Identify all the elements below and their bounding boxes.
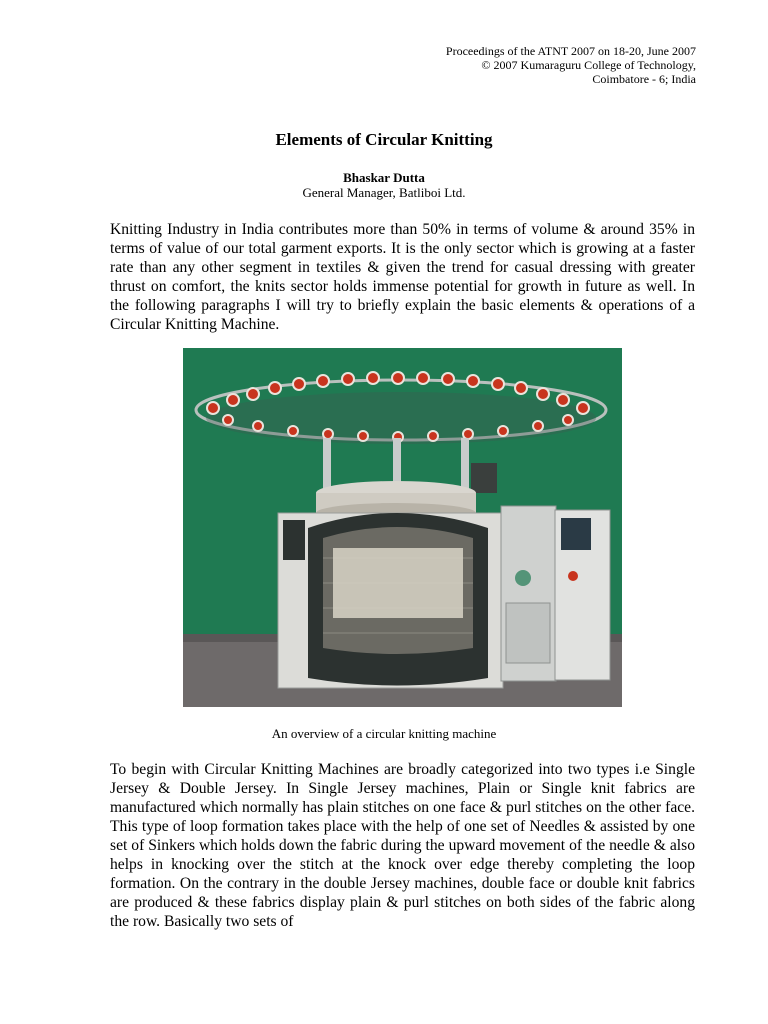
paper-title: Elements of Circular Knitting: [275, 130, 493, 149]
proceedings-header: [446, 44, 696, 86]
author-affiliation: General Manager, Batliboi Ltd.: [302, 185, 466, 200]
paragraph-intro: Knitting Industry in India contributes more than 50% in terms of volume & around 35% in terms of value of our total garment exports. It is the only sector which is growing at a faster rate than any other segment in textiles & given the trend for casual dressing with greater thrust on comfort, the knits sector holds immense potential for growth in future as well. In the following paragraphs I will try to briefly explain the basic elements & operations of a Circular Knitting Machine.: [110, 221, 695, 333]
fabric-roll: [333, 548, 463, 618]
hanging-control-box: [471, 463, 497, 493]
header-line-2: © 2007 Kumaraguru College of Technology,: [481, 58, 696, 72]
paragraph-machine-types: To begin with Circular Knitting Machines are broadly categorized into two types i.e Single Jersey & Double Jersey. In Single Jersey machines, Plain or Single knit fabrics are manufactured which normally has plain stitches on one face & purl stitches on the other face. This type of loop formation takes place with the help of one set of Needles & assisted by one set of Sinkers which holds down the fabric during the upward movement of the needle & also helps in knocking over the stitch at the knock over edge thereby completing the loop formation. On the contrary in the double Jersey machines, double face or double knit fabrics are produced & these fabrics display plain & purl stitches on both sides of the fabric along the row. Basically two sets of: [110, 761, 695, 930]
circular-knitting-machine-photo: [183, 348, 622, 707]
header-line-1: Proceedings of the ATNT 2007 on 18-20, June 2007: [445, 44, 696, 58]
emergency-stop: [568, 571, 578, 581]
header-line-3: Coimbatore - 6; India: [592, 72, 696, 86]
author-name: Bhaskar Dutta: [343, 170, 425, 185]
control-screen: [561, 518, 591, 550]
figure-caption: An overview of a circular knitting machine: [271, 726, 497, 741]
